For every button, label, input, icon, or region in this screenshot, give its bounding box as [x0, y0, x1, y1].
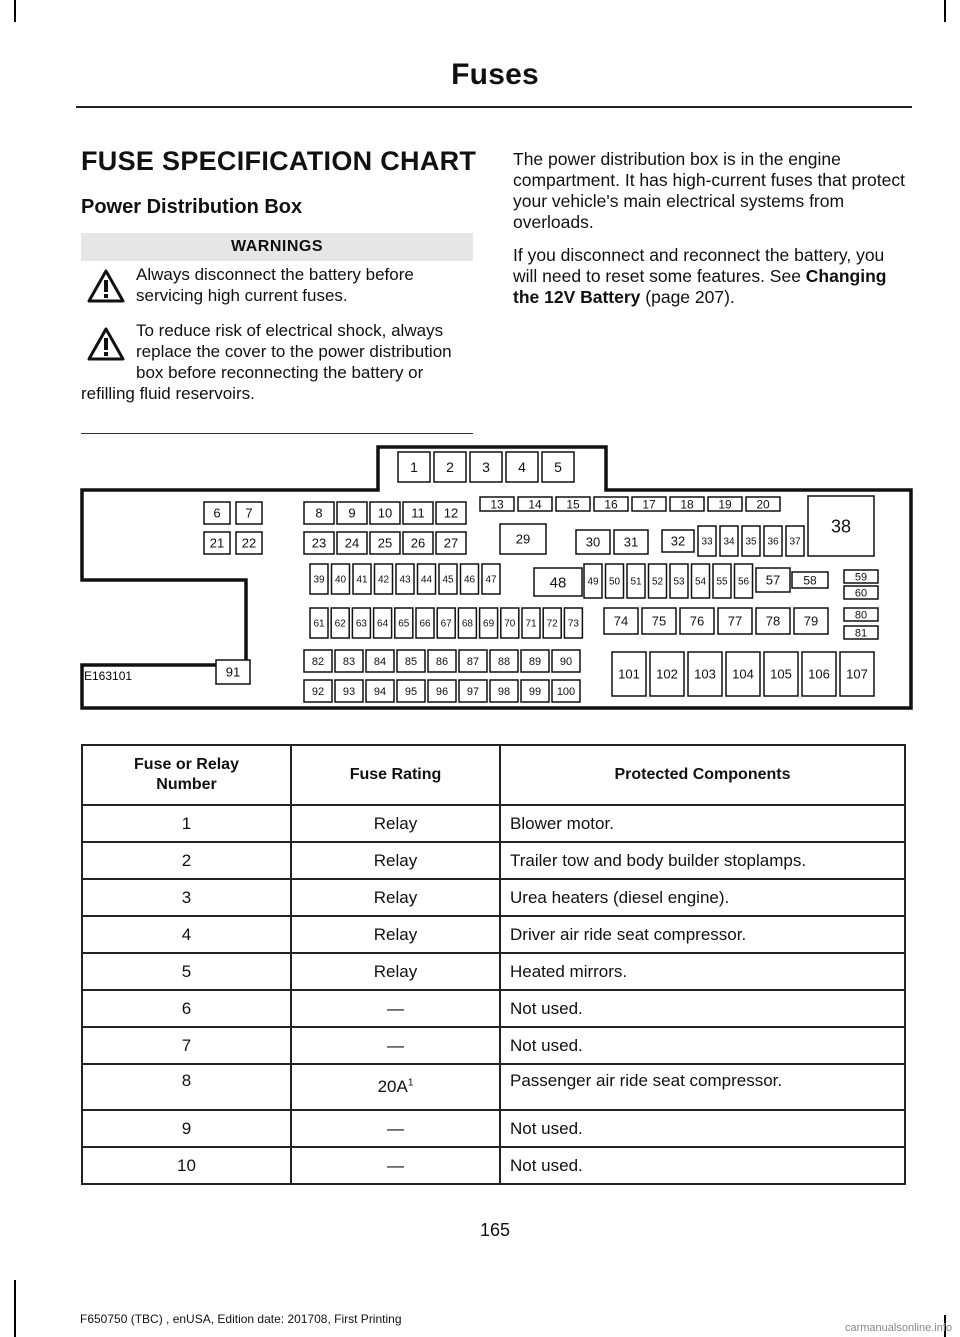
fuse-slot-label: 72 [546, 618, 558, 630]
fuse-slot-label: 81 [854, 627, 868, 640]
page-number: 165 [479, 1220, 511, 1240]
fuse-number: 7 [82, 1027, 291, 1064]
fuse-slot-label: 47 [485, 574, 497, 586]
fuse-slot-label: 13 [490, 497, 504, 512]
fuse-slot-label: 21 [209, 535, 225, 551]
table-row [82, 1147, 905, 1184]
fuse-rating: Relay [291, 916, 500, 953]
warning-text-2-content: To reduce risk of electrical shock, always replace the cover to the power distribution box before reconnecting the battery or refilling fluid reservoirs. [81, 321, 452, 403]
fuse-slot-label: 52 [651, 576, 664, 588]
header-divider [76, 106, 912, 108]
fuse-number: 2 [82, 842, 291, 879]
warning-text-1: Always disconnect the battery before servicing high current fuses. [136, 265, 414, 305]
fuse-slot-label: 12 [443, 505, 459, 521]
fuse-slot-label: 26 [410, 535, 426, 551]
fuse-slot-label: 68 [461, 618, 473, 630]
fuse-slot-label: 87 [466, 655, 480, 668]
fuse-slot-label: 79 [803, 613, 819, 629]
fuse-slot-label: 107 [846, 666, 868, 682]
fuse-slot-label: 17 [642, 497, 656, 512]
table-row [82, 879, 905, 916]
fuse-slot-label: 35 [745, 536, 757, 548]
fuse-slot-label: 74 [613, 613, 629, 629]
fuse-slot-label: 61 [313, 618, 325, 630]
fuse-number: 5 [82, 953, 291, 990]
protected-components: Passenger air ride seat compressor. [500, 1064, 905, 1110]
fuse-slot-label: 60 [854, 587, 868, 600]
fuse-rating: — [291, 1147, 500, 1184]
protected-components: Heated mirrors. [500, 953, 905, 990]
fuse-slot-label: 105 [770, 666, 792, 682]
fuse-slot-label: 40 [334, 574, 347, 586]
fuse-rating: — [291, 1027, 500, 1064]
fuse-slot-label: 27 [443, 535, 459, 551]
fuse-number: 1 [82, 805, 291, 842]
fuse-slot-label: 77 [727, 613, 743, 629]
fuse-slot-label: 104 [732, 666, 754, 682]
table-header-row [82, 745, 905, 805]
header-number [82, 745, 291, 805]
fuse-slot-label: 37 [789, 536, 801, 548]
fuse-number: 10 [82, 1147, 291, 1184]
fuse-slot-label: 18 [680, 497, 694, 512]
fuse-slot-label: 55 [716, 576, 728, 588]
fuse-slot-label: 57 [765, 572, 781, 588]
table-row [82, 953, 905, 990]
fuse-number: 8 [82, 1064, 291, 1110]
fuse-slot-label: 45 [442, 574, 454, 586]
fuse-slot-label: 90 [559, 655, 573, 668]
fuse-rating [291, 1064, 500, 1110]
intro-page-ref: (page 207). [640, 287, 735, 307]
crop-mark [14, 1280, 16, 1337]
table-row [82, 990, 905, 1027]
fuse-slot-label: 30 [585, 534, 601, 550]
fuse-slot-label: 50 [608, 576, 621, 588]
fuse-slot-label: 96 [435, 685, 449, 698]
intro-paragraph-2 [513, 245, 913, 308]
fuse-slot-label: 64 [377, 618, 389, 630]
fuse-slot-label: 93 [342, 685, 356, 698]
fuse-slot-label: 8 [315, 505, 323, 521]
footnote-marker: 1 [407, 1077, 414, 1089]
table-row [82, 916, 905, 953]
fuse-slot-label: 69 [483, 618, 495, 630]
fuse-slot-label: 80 [854, 609, 868, 622]
fuse-slot-label: 86 [435, 655, 449, 668]
fuse-slot-label: 102 [656, 666, 678, 682]
fuse-slot-label: 103 [694, 666, 716, 682]
fuse-slot-label: 19 [718, 497, 732, 512]
fuse-slot-label: 95 [404, 685, 418, 698]
fuse-slot-label: 7 [245, 505, 253, 521]
fuse-slot-label: 22 [241, 535, 257, 551]
fuse-slot-label: 89 [528, 655, 542, 668]
fuse-slot-label: 36 [767, 536, 779, 548]
fuse-number: 9 [82, 1110, 291, 1147]
crop-mark [944, 0, 946, 22]
footer-edition-text: F650750 (TBC) , enUSA, Edition date: 201708, First Printing [80, 1312, 402, 1326]
fuse-slot-label: 100 [556, 685, 576, 698]
fuse-slot-label: 97 [466, 685, 480, 698]
fuse-slot-label: 75 [651, 613, 667, 629]
fuse-slot-label: 99 [528, 685, 542, 698]
fuse-slot-label: 85 [404, 655, 418, 668]
fuse-slot-label: 71 [525, 618, 537, 630]
fuse-slot-label: 88 [497, 655, 511, 668]
fuse-slot-label: 24 [344, 535, 360, 551]
fuse-slot-label: 11 [411, 505, 425, 521]
fuse-rating-value: 20A [377, 1077, 408, 1096]
fuse-slot-label: 78 [765, 613, 781, 629]
warnings-divider [81, 433, 473, 434]
fuse-slot-label: 42 [377, 574, 390, 586]
fuse-slot-label: 9 [348, 505, 356, 521]
fuse-slot-label: 29 [515, 531, 531, 547]
fuse-slot-label: 31 [623, 534, 639, 550]
warning-triangle-icon [86, 268, 126, 304]
table-row [82, 842, 905, 879]
protected-components: Blower motor. [500, 805, 905, 842]
fuse-slot-label: 38 [830, 516, 852, 537]
table-row [82, 1064, 905, 1110]
fuse-slot-label: 4 [518, 459, 526, 476]
fuse-slot-label: 23 [311, 535, 327, 551]
battery-link[interactable]: Changing the 12V Battery [513, 266, 887, 307]
fuse-slot-label: 63 [355, 618, 367, 630]
warning-text-2 [81, 320, 475, 404]
fuse-slot-label: 15 [566, 497, 580, 512]
crop-mark [14, 0, 16, 22]
fuse-number: 3 [82, 879, 291, 916]
protected-components: Not used. [500, 1110, 905, 1147]
section-title: FUSE SPECIFICATION CHART [81, 146, 477, 176]
header-rating: Fuse Rating [291, 745, 500, 805]
subsection-title: Power Distribution Box [81, 196, 303, 218]
fuse-slot-label: 59 [854, 571, 868, 584]
fuse-rating: Relay [291, 842, 500, 879]
fuse-slot-label: 48 [549, 574, 567, 592]
fuse-slot-label: 44 [420, 574, 433, 586]
fuse-slot-label: 91 [225, 664, 241, 680]
fuse-slot-label: 83 [342, 655, 356, 668]
table-row [82, 1027, 905, 1064]
fuse-slot-label: 76 [689, 613, 705, 629]
fuse-spec-table [81, 744, 906, 1185]
table-row [82, 805, 905, 842]
warnings-heading: WARNINGS [81, 233, 473, 261]
fuse-rating: — [291, 1110, 500, 1147]
table-row [82, 1110, 905, 1147]
fuse-slot-label: 2 [446, 459, 454, 476]
fuse-slot-label: 101 [618, 666, 640, 682]
intro-paragraph-1: The power distribution box is in the engine compartment. It has high-current fuses that protect your vehicle's main electrical systems from overloads. [513, 149, 905, 232]
fuse-rating: Relay [291, 805, 500, 842]
fuse-slot-label: 25 [377, 535, 393, 551]
header-number-label: Fuse or Relay Number [134, 756, 239, 793]
watermark: carmanualsonline.info [844, 1322, 952, 1334]
fuse-slot-label: 62 [334, 618, 346, 630]
fuse-slot-label: 1 [410, 459, 418, 476]
fuse-slot-label: 73 [567, 618, 579, 630]
fuse-slot-label: 106 [808, 666, 830, 682]
fuse-rating: — [291, 990, 500, 1027]
fuse-slot-label: 20 [756, 497, 770, 512]
fuse-slot-label: 43 [399, 574, 411, 586]
fuse-slot-label: 66 [419, 618, 431, 630]
fuse-rating: Relay [291, 953, 500, 990]
protected-components: Trailer tow and body builder stoplamps. [500, 842, 905, 879]
fuse-slot-label: 32 [670, 533, 686, 549]
intro-text: If you disconnect and reconnect the battery, you will need to reset some features. See [513, 245, 885, 286]
fuse-rating: Relay [291, 879, 500, 916]
fuse-number: 6 [82, 990, 291, 1027]
fuse-slot-label: 41 [356, 574, 368, 586]
fuse-slot-label: 67 [440, 618, 452, 630]
fuse-slot-label: 49 [587, 576, 599, 588]
fuse-slot-label: 51 [630, 576, 642, 588]
header-components: Protected Components [500, 745, 905, 805]
fuse-slot-label: 6 [213, 505, 221, 521]
power-distribution-box-diagram [76, 440, 916, 720]
fuse-slot-label: 54 [694, 576, 707, 588]
fuse-slot-label: 46 [463, 574, 476, 586]
fuse-slot-label: 58 [803, 573, 817, 588]
fuse-slot-label: 16 [604, 497, 618, 512]
fuse-slot-label: 56 [737, 576, 750, 588]
fuse-slot-label: 10 [377, 505, 393, 521]
fuse-slot-label: 14 [528, 497, 542, 512]
protected-components: Driver air ride seat compressor. [500, 916, 905, 953]
fuse-slot-label: 53 [673, 576, 685, 588]
protected-components: Not used. [500, 1027, 905, 1064]
fuse-slot-label: 33 [701, 536, 713, 548]
diagram-code: E163101 [84, 669, 133, 683]
protected-components: Urea heaters (diesel engine). [500, 879, 905, 916]
fuse-slot-label: 94 [373, 685, 387, 698]
fuse-slot-label: 5 [554, 459, 562, 476]
page-header-title: Fuses [451, 58, 539, 91]
fuse-slot-label: 98 [497, 685, 511, 698]
protected-components: Not used. [500, 990, 905, 1027]
fuse-slot-label: 70 [504, 618, 516, 630]
fuse-slot-label: 82 [311, 655, 325, 668]
fuse-slot-label: 65 [398, 618, 410, 630]
fuse-slot-label: 84 [373, 655, 387, 668]
fuse-slot-label: 3 [482, 459, 490, 476]
fuse-slot-label: 92 [311, 685, 325, 698]
fuse-slot-label: 34 [723, 536, 735, 548]
protected-components: Not used. [500, 1147, 905, 1184]
fuse-number: 4 [82, 916, 291, 953]
fuse-slot-label: 39 [313, 574, 325, 586]
